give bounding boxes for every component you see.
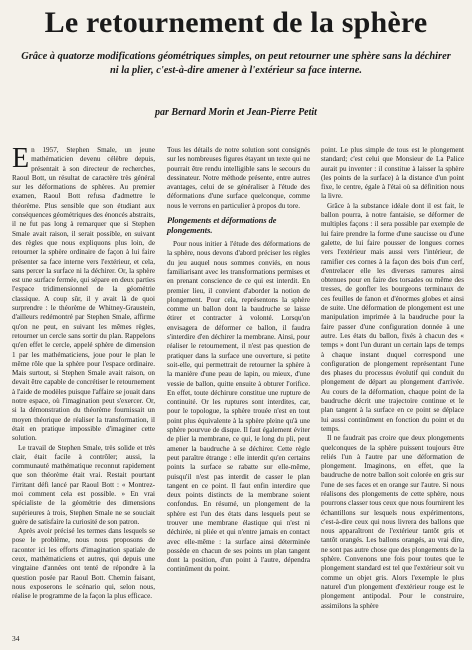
paragraph: Il ne faudrait pas croire que deux plongements quelconques de la sphère puissent toujours être reliés l'un à l'autre par une déformation de plongement. Imaginons, en effet, que la baudruche de notre ballon soit colorée en gris sur l'une de ses faces et en orange sur l'autre. Si nous réalisons des plongements de cette sphère, nous pourrons classer tous ceux que nous fournirent les échantillons sur lesquels nous expérimentons, c'est-à-dire ceux qui nous livrera des ballons que nous apparaîtront de l'extérieur tantôt gris et tantôt orangés. Les ballons orangés, au vrai dire, ne sont pas autre chose que des plongements de la sphère. Convenons une fois pour toutes que le plongement standard est tel que l'extérieur soit vu comme un objet gris. Alors l'exemple le plus naturel d'un plongement d'extérieur rouge est le plongement antipodal. Pour le construire, assimilons la sphère [321, 434, 464, 610]
paragraph [12, 143, 155, 444]
byline: par Bernard Morin et Jean-Pierre Petit [155, 107, 317, 118]
article-subtitle: Grâce à quatorze modifications géométriques simples, on peut retourner une sphère sans la déchirer ni la plier, c'est-à-dire amener à l'extérieur sa face interne. [21, 51, 451, 76]
article-title: Le retournement de la sphère [44, 6, 428, 39]
paragraph: Le travail de Stephen Smale, très solide et très clair, était facile à contrôler; aussi, la communauté mathématique reconnut rapidement que son théorème était vrai. Restait pourtant l'irritant défi lancé par Raoul Bott : « Montrez-moi comment cela est possible. » En vrai spécialiste de la géométrie des dimensions supérieures à trois, Stephen Smale ne se souciait guère de satisfaire la curiosité de son patron. [12, 443, 155, 526]
paragraph: point. Le plus simple de tous est le plongement standard; c'est celui que Monsieur de La Palice aurait pu inventer : il constitue à laisser la sphère (les points de la surface) à la distance d'un point fixe, le centre, égale à l'étai où sa définition nous la livre. [321, 146, 464, 201]
text-column-2 [167, 146, 310, 575]
paragraph-text: n 1957, Stephen Smale, un jeune mathématicien devenu célèbre depuis, présentait à son directeur de recherches, Raoul Bott, un résultat de caractère très général sur les déformations de sphères. Au premier examen, Raoul Bott refusa d'admettre le théorème. Plus sensible que son étudiant aux conséquences géométriques des énoncés abstraits, il ne fut pas long à remarquer que si Stephen Smale avait raison, il serait possible, en suivant des règles que nous expliquons plus loin, de retourner la sphère ordinaire de façon à lui faire présenter sa face interne vers l'extérieur, et cela, sans percer la surface ni la déchirer. Or, la sphère est une surface fermée, qui sépare en deux parties l'espace tridimensionnel de la géométrie classique. A coup sûr, il y avait là de quoi surprendre : le théorème de Whitney-Graustein, d'ailleurs redémontré par Stephen Smale, affirme qu'on ne peut, en suivant les mêmes règles, retourner un cercle sans sortir du plan. Rappelons qu'en effet le cercle, appelé sphère de dimension 1 par les mathématiciens, joue pour le plan le même rôle que la sphère pour l'espace ordinaire. Mais surtout, si Stephen Smale avait raison, on devait être capable de concrétiser le retournement à l'aide de modèles puisque l'affaire se jouait dans notre espace, où l'imagination peut s'exercer. Or, si la démonstration du théorème fournissait un moyen théorique de réaliser la transformation, il était en pratique impossible d'imaginer cette solution. [12, 146, 155, 443]
paragraph: Pour nous initier à l'étude des déformations de la sphère, nous devons d'abord préciser les règles du jeu auquel nous sommes conviés, en nous familiarisant avec les transformations permises et en prenant conscience de ce qui est interdit. En premier lieu, il convient d'aborder la notion de plongement. Pour cela, représentons la sphère comme un ballon dont la baudruche se laisse étirer et contracter à volonté. Lorsqu'on envisagera de déformer ce ballon, il faudra s'interdire d'en déchirer la membrane. Ainsi, pour réaliser le retournement, il n'est pas question de pratiquer dans la surface une ouverture, si petite soit-elle, qui permettrait de retourner la sphère à la manière d'une peau de lapin, ou mieux, d'une vessie de ballon, quitte ensuite à obturer l'orifice. En effet, toute déchirure constitue une rupture de continuité. Or les ruptures sont interdites, car, pour le topologue, la sphère trouée n'est en tout point plus équivalente à la sphère pleine qu'à une sphère pourvue de disque. Il faut également éviter de plier la membrane, ce qui, le long du pli, peut amener la baudruche à se déchirer. Cette règle peut paraître étrange : elle interdit qu'en certains points la surface se rabatte sur elle-même, puisqu'il n'est pas interdit de casser le plan tangent en ce point. Il faut enfin interdire que deux points distincts de la membrane soient confondus. En résumé, un plongement de la sphère est l'un des états dans lesquels peut se trouver une membrane élastique qui n'est ni déchirée, ni pliée et qui n'entre jamais en contact avec elle-même : la surface ainsi déterminée possède en chacun de ses points un plan tangent dont la position, d'un point à l'autre, dépendra continûment du point. [167, 240, 310, 574]
paragraph: Tous les détails de notre solution sont consignés sur les nombreuses figures étayant un texte qui ne pourrait être rendu intelligible sans le secours du dessinateur. Notre méthode présente, entre autres avantages, celui de se généraliser à l'étude des déformations d'une surface quelconque, comme nous le verrons en particulier à propos du tore. [167, 146, 310, 210]
section-heading: Plongements et déformations de plongements. [167, 216, 277, 236]
text-column-1 [12, 143, 155, 602]
drop-cap: E [12, 143, 30, 174]
page-number: 34 [12, 634, 20, 643]
text-column-3 [321, 146, 464, 611]
paragraph: Après avoir précisé les termes dans lesquels se pose le problème, nous nous proposons de raconter ici les efforts d'imagination spatiale de ceux, mathématiciens et autres, qui depuis une vingtaine d'années ont tenté de répondre à la question posée par Raoul Bott. Chemin faisant, nous exposerons le scénario qui, selon nous, réalise le programme de la façon la plus efficace. [12, 527, 155, 601]
paragraph: Grâce à la substance idéale dont il est fait, le ballon pourra, à notre fantaisie, se déformer de multiples façons : il sera possible par exemple de lui faire prendre la forme d'une saucisse ou d'une galette, de lui faire pousser de longues cornes vers l'extérieur mais aussi vers l'intérieur, de ramifier ces cornes à la façon des bois d'un cerf, d'entrelacer elle les diverses ramures ainsi obtenues pour en faire des torsades ou même des tresses, de gonfler les bourgeons terminaux de ces feuilles de fanon et d'énormes globes et ainsi de suite. Une déformation de plongement est une manipulation imprimée à la baudruche pour la faire passer d'une configuration donnée à une autre. Les états du ballon, fixés à chacun des « temps » dont l'un durant un certain laps de temps à chaque instant duquel correspond une configuration de plongement représentant l'une des phases du processus évolutif qui conduit du plongement de départ au plongement d'arrivée. Au cours de la déformation, chaque point de la baudruche décrit une trajectoire continue et le plan tangent à la surface en ce point se déplace lui aussi continûment en fonction du point et du temps. [321, 201, 464, 433]
